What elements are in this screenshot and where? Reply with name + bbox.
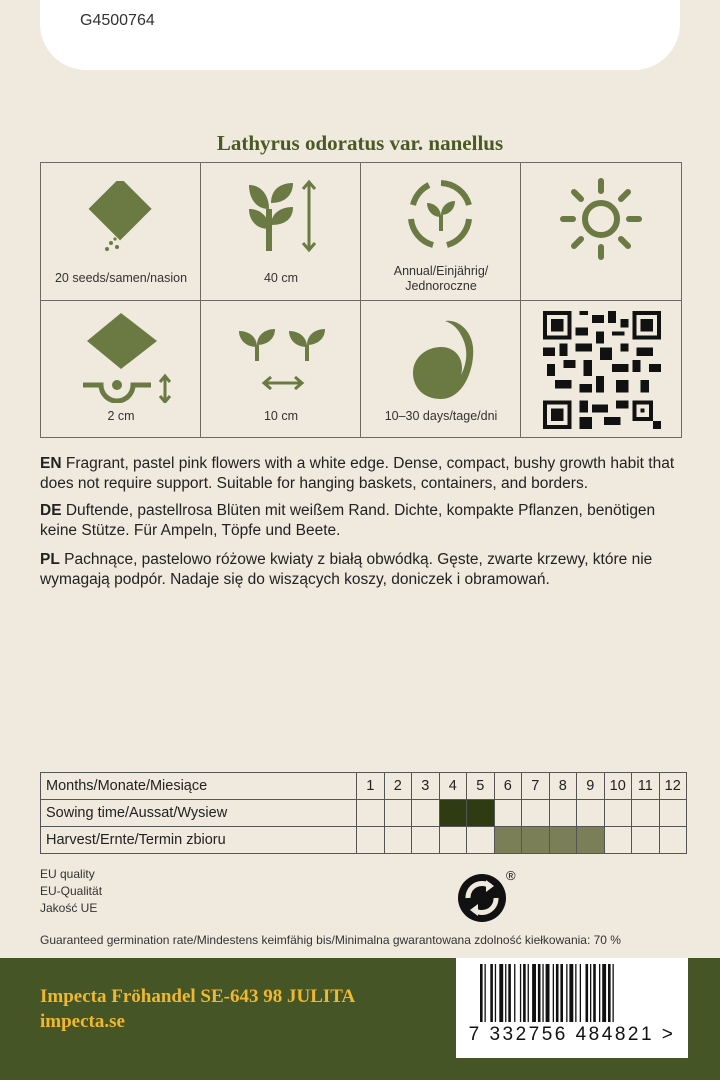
- sowing-month-1: [357, 800, 385, 827]
- sowing-month-10: [604, 800, 632, 827]
- barcode: [456, 958, 688, 1058]
- germination-rate: Guaranteed germination rate/Mindestens keimfähig bis/Minimalna gwarantowana zdolność kiełkowania: 70 %: [40, 933, 621, 947]
- sowing-calendar: [40, 772, 687, 854]
- lang-code-de: DE: [40, 502, 62, 519]
- eu-quality-pl: Jakość UE: [40, 901, 98, 915]
- month-10: 10: [604, 773, 632, 800]
- height-label: 40 cm: [263, 271, 299, 285]
- sowing-month-12: [659, 800, 687, 827]
- month-2: 2: [384, 773, 412, 800]
- sowing-label: Sowing time/Aussat/Wysiew: [41, 800, 357, 827]
- sowing-month-6: [494, 800, 522, 827]
- month-11: 11: [632, 773, 660, 800]
- calendar-sowing-row: [41, 800, 687, 827]
- sowing-month-8: [549, 800, 577, 827]
- info-grid: [40, 162, 682, 438]
- harvest-month-6: [494, 827, 522, 854]
- annual-cycle-icon: [407, 179, 475, 249]
- qr-code[interactable]: [543, 311, 661, 429]
- hang-tab: [40, 0, 680, 70]
- month-5: 5: [467, 773, 495, 800]
- sowing-month-3: [412, 800, 440, 827]
- month-12: 12: [659, 773, 687, 800]
- sowing-month-9: [577, 800, 605, 827]
- description-text-pl: Pachnące, pastelowo różowe kwiaty z białą obwódką. Gęste, zwarte krzewy, które nie wymagają podpór. Nadaje się do wiszących koszy, doniczek i obramowań.: [40, 551, 653, 588]
- height-plant-icon: [245, 179, 319, 255]
- seeds-cell: [41, 163, 201, 300]
- spacing-icon: [235, 321, 329, 393]
- harvest-month-4: [439, 827, 467, 854]
- spacing-cell: [201, 301, 361, 438]
- harvest-month-7: [522, 827, 550, 854]
- month-8: 8: [549, 773, 577, 800]
- month-9: 9: [577, 773, 605, 800]
- height-cell: [201, 163, 361, 300]
- full-sun-icon: [559, 177, 643, 261]
- sowing-depth-icon: [81, 311, 171, 403]
- sowing-month-5: [467, 800, 495, 827]
- month-6: 6: [494, 773, 522, 800]
- seed-packet-icon: [85, 181, 155, 251]
- harvest-month-11: [632, 827, 660, 854]
- seeds-label: 20 seeds/samen/nasion: [54, 271, 188, 285]
- barcode-bars: [456, 958, 688, 1024]
- germination-sprout-icon: [411, 317, 477, 401]
- harvest-month-9: [577, 827, 605, 854]
- lifecycle-label-2: Jednoroczne: [405, 279, 477, 293]
- eu-quality-de: EU-Qualität: [40, 884, 103, 898]
- depth-cell: [41, 301, 201, 438]
- month-4: 4: [439, 773, 467, 800]
- harvest-month-3: [412, 827, 440, 854]
- spacing-label: 10 cm: [263, 409, 299, 423]
- calendar-harvest-row: [41, 827, 687, 854]
- month-7: 7: [522, 773, 550, 800]
- eu-quality: [40, 866, 102, 917]
- lifecycle-cell: [361, 163, 521, 300]
- registered-mark: ®: [506, 868, 516, 883]
- description-pl: [40, 550, 690, 590]
- barcode-number: 7 332756 484821 >: [468, 1024, 676, 1045]
- month-3: 3: [412, 773, 440, 800]
- sowing-month-2: [384, 800, 412, 827]
- lang-code-pl: PL: [40, 551, 60, 568]
- sowing-month-4: [439, 800, 467, 827]
- depth-label: 2 cm: [107, 409, 135, 423]
- latin-name: Lathyrus odoratus var. nanellus: [216, 131, 504, 155]
- harvest-month-12: [659, 827, 687, 854]
- company-address: Impecta Fröhandel SE-643 98 JULITA: [40, 986, 356, 1007]
- description-text-en: Fragrant, pastel pink flowers with a white edge. Dense, compact, bushy growth habit that does not require support. Suitable for hanging baskets, containers, and borders.: [40, 455, 675, 492]
- sowing-month-7: [522, 800, 550, 827]
- sowing-month-11: [632, 800, 660, 827]
- qr-cell: [521, 301, 681, 438]
- harvest-month-2: [384, 827, 412, 854]
- harvest-month-1: [357, 827, 385, 854]
- description-text-de: Duftende, pastellrosa Blüten mit weißem Rand. Dichte, kompakte Pflanzen, benötigen keine Stütze. Für Ampeln, Töpfe und Beete.: [40, 502, 656, 539]
- germination-cell: [361, 301, 521, 438]
- company-website[interactable]: impecta.se: [40, 1011, 125, 1032]
- eu-quality-en: EU quality: [40, 867, 95, 881]
- harvest-month-8: [549, 827, 577, 854]
- germination-label: 10–30 days/tage/dni: [384, 409, 498, 423]
- sun-cell: [521, 163, 681, 300]
- lang-code-en: EN: [40, 455, 62, 472]
- calendar-months-row: [41, 773, 687, 800]
- harvest-month-10: [604, 827, 632, 854]
- months-label: Months/Monate/Miesiące: [41, 773, 357, 800]
- lifecycle-label-1: Annual/Einjährig/: [393, 264, 489, 278]
- harvest-month-5: [467, 827, 495, 854]
- description-en: [40, 454, 690, 494]
- description-de: [40, 501, 690, 541]
- recycle-logo: [456, 866, 522, 926]
- harvest-label: Harvest/Ernte/Termin zbioru: [41, 827, 357, 854]
- month-1: 1: [357, 773, 385, 800]
- article-code: G4500764: [80, 12, 155, 29]
